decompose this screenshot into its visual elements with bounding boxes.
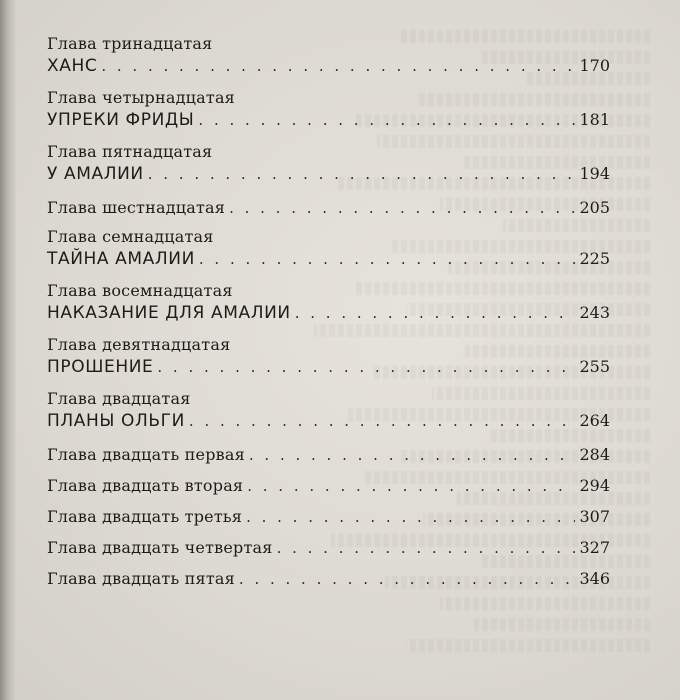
toc-entry-15[interactable] bbox=[47, 142, 610, 186]
chapter-title: ХАНС bbox=[47, 56, 98, 76]
dot-leader bbox=[148, 162, 576, 186]
toc-row bbox=[47, 567, 610, 591]
toc-row bbox=[47, 162, 610, 186]
toc-row bbox=[47, 355, 610, 379]
chapter-label: Глава пятнадцатая bbox=[47, 142, 213, 161]
dot-leader bbox=[295, 301, 576, 325]
toc-entry-21[interactable] bbox=[47, 443, 610, 467]
toc-entry-13[interactable] bbox=[47, 34, 610, 78]
toc-entry-20[interactable] bbox=[47, 389, 610, 433]
toc-entry-23[interactable] bbox=[47, 505, 610, 529]
page-gutter-shadow bbox=[0, 0, 16, 700]
toc-entry-24[interactable] bbox=[47, 536, 610, 560]
chapter-label: Глава тринадцатая bbox=[47, 34, 213, 53]
page-number: 205 bbox=[579, 198, 610, 217]
page-number: 255 bbox=[579, 357, 610, 376]
toc-row bbox=[47, 443, 610, 467]
chapter-title: Глава двадцать третья bbox=[47, 507, 243, 526]
page-number: 170 bbox=[579, 56, 610, 75]
chapter-title: Глава двадцать пятая bbox=[47, 569, 235, 588]
toc-row bbox=[47, 54, 610, 78]
page-number: 346 bbox=[579, 569, 610, 588]
chapter-title: У АМАЛИИ bbox=[47, 164, 144, 184]
chapter-title: УПРЕКИ ФРИДЫ bbox=[47, 110, 195, 130]
toc-entry-18[interactable] bbox=[47, 281, 610, 325]
dot-leader bbox=[246, 505, 575, 529]
toc-row bbox=[47, 409, 610, 433]
toc-row bbox=[47, 196, 610, 220]
chapter-title: ТАЙНА АМАЛИИ bbox=[47, 249, 195, 269]
chapter-title: Глава двадцать вторая bbox=[47, 476, 244, 495]
dot-leader bbox=[247, 474, 575, 498]
chapter-title: ПРОШЕНИЕ bbox=[47, 357, 154, 377]
page-number: 264 bbox=[579, 411, 610, 430]
chapter-label: Глава четырнадцатая bbox=[47, 88, 235, 107]
toc-row bbox=[47, 536, 610, 560]
toc-entry-22[interactable] bbox=[47, 474, 610, 498]
chapter-label: Глава девятнадцатая bbox=[47, 335, 231, 354]
dot-leader bbox=[189, 409, 576, 433]
page-number: 294 bbox=[579, 476, 610, 495]
chapter-title: Глава двадцать четвертая bbox=[47, 538, 273, 557]
dot-leader bbox=[239, 567, 576, 591]
toc-entry-19[interactable] bbox=[47, 335, 610, 379]
page-number: 194 bbox=[579, 164, 610, 183]
chapter-label: Глава двадцатая bbox=[47, 389, 191, 408]
dot-leader bbox=[199, 247, 576, 271]
chapter-title: Глава двадцать первая bbox=[47, 445, 245, 464]
page-number: 327 bbox=[579, 538, 610, 557]
dot-leader bbox=[101, 54, 575, 78]
page-number: 181 bbox=[579, 110, 610, 129]
dot-leader bbox=[198, 108, 575, 132]
chapter-label: Глава восемнадцатая bbox=[47, 281, 233, 300]
page-number: 284 bbox=[579, 445, 610, 464]
toc-row bbox=[47, 108, 610, 132]
page-number: 225 bbox=[579, 249, 610, 268]
page-number: 243 bbox=[579, 303, 610, 322]
toc-row bbox=[47, 505, 610, 529]
chapter-label: Глава семнадцатая bbox=[47, 227, 214, 246]
dot-leader bbox=[249, 443, 576, 467]
toc-row bbox=[47, 474, 610, 498]
dot-leader bbox=[229, 196, 575, 220]
toc-entry-25[interactable] bbox=[47, 567, 610, 591]
page-number: 307 bbox=[579, 507, 610, 526]
table-of-contents bbox=[47, 34, 610, 598]
toc-row bbox=[47, 301, 610, 325]
toc-entry-17[interactable] bbox=[47, 227, 610, 271]
chapter-title: НАКАЗАНИЕ ДЛЯ АМАЛИИ bbox=[47, 303, 291, 323]
chapter-title: Глава шестнадцатая bbox=[47, 198, 226, 217]
dot-leader bbox=[277, 536, 576, 560]
toc-row bbox=[47, 247, 610, 271]
chapter-title: ПЛАНЫ ОЛЬГИ bbox=[47, 411, 185, 431]
toc-entry-14[interactable] bbox=[47, 88, 610, 132]
dot-leader bbox=[157, 355, 575, 379]
toc-entry-16[interactable] bbox=[47, 196, 610, 220]
